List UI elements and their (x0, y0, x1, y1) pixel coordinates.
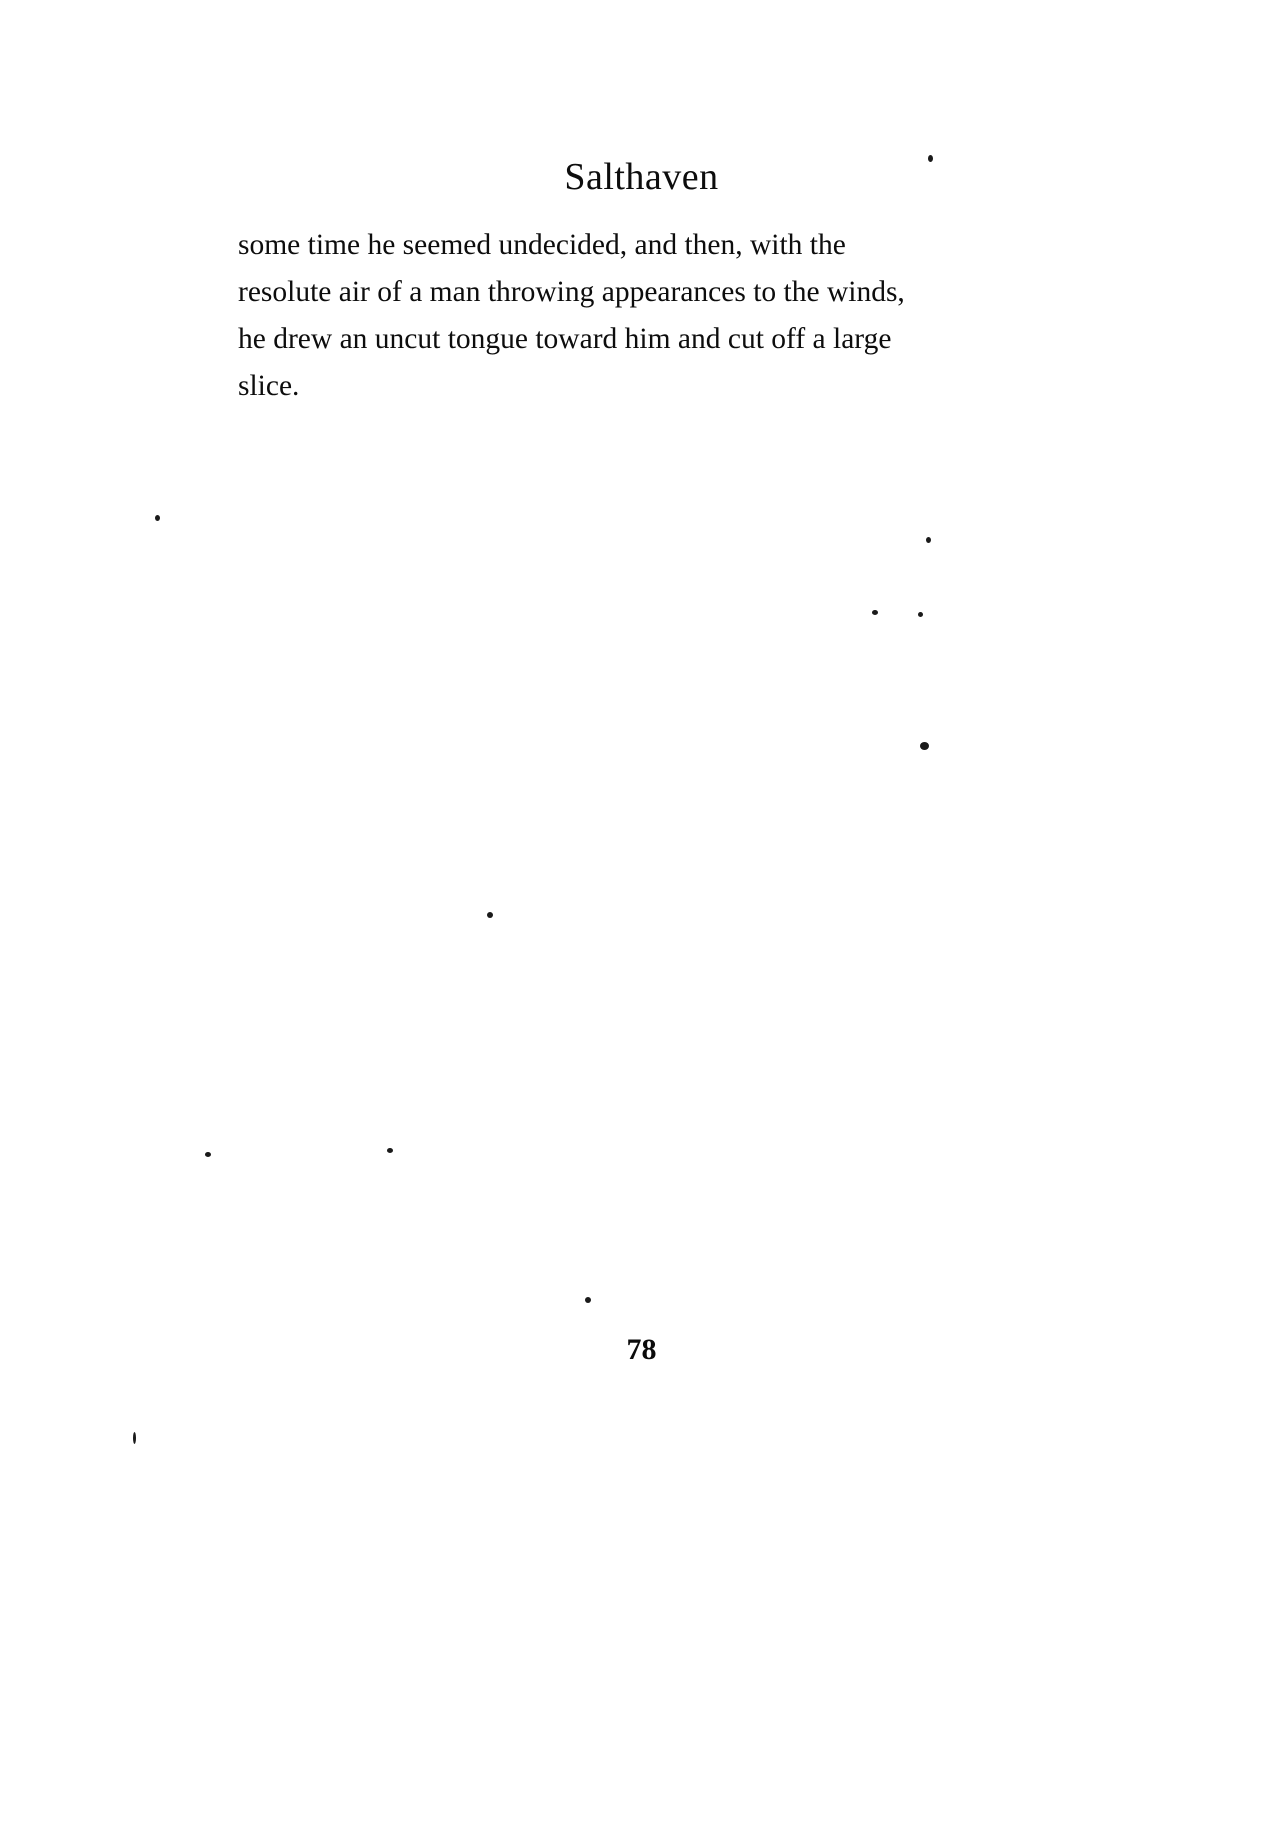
paragraph: some time he seemed undecided, and then, with the resolute air of a man throwing appearances to the winds, he drew an uncut tongue toward him and cut off a large slice. (238, 229, 905, 402)
scan-speck (133, 1432, 136, 1444)
scan-speck (585, 1297, 591, 1303)
scan-speck (205, 1152, 211, 1157)
page-number: 78 (626, 1333, 657, 1366)
body-text-block (238, 222, 928, 410)
scan-speck (926, 537, 931, 543)
scan-speck (920, 742, 929, 750)
scan-speck (928, 155, 933, 162)
scan-speck (387, 1148, 393, 1153)
scan-speck (155, 515, 160, 521)
running-head: Salthaven (564, 156, 719, 198)
scan-speck (487, 912, 493, 918)
scan-speck (872, 610, 878, 615)
scan-speck (918, 612, 923, 617)
